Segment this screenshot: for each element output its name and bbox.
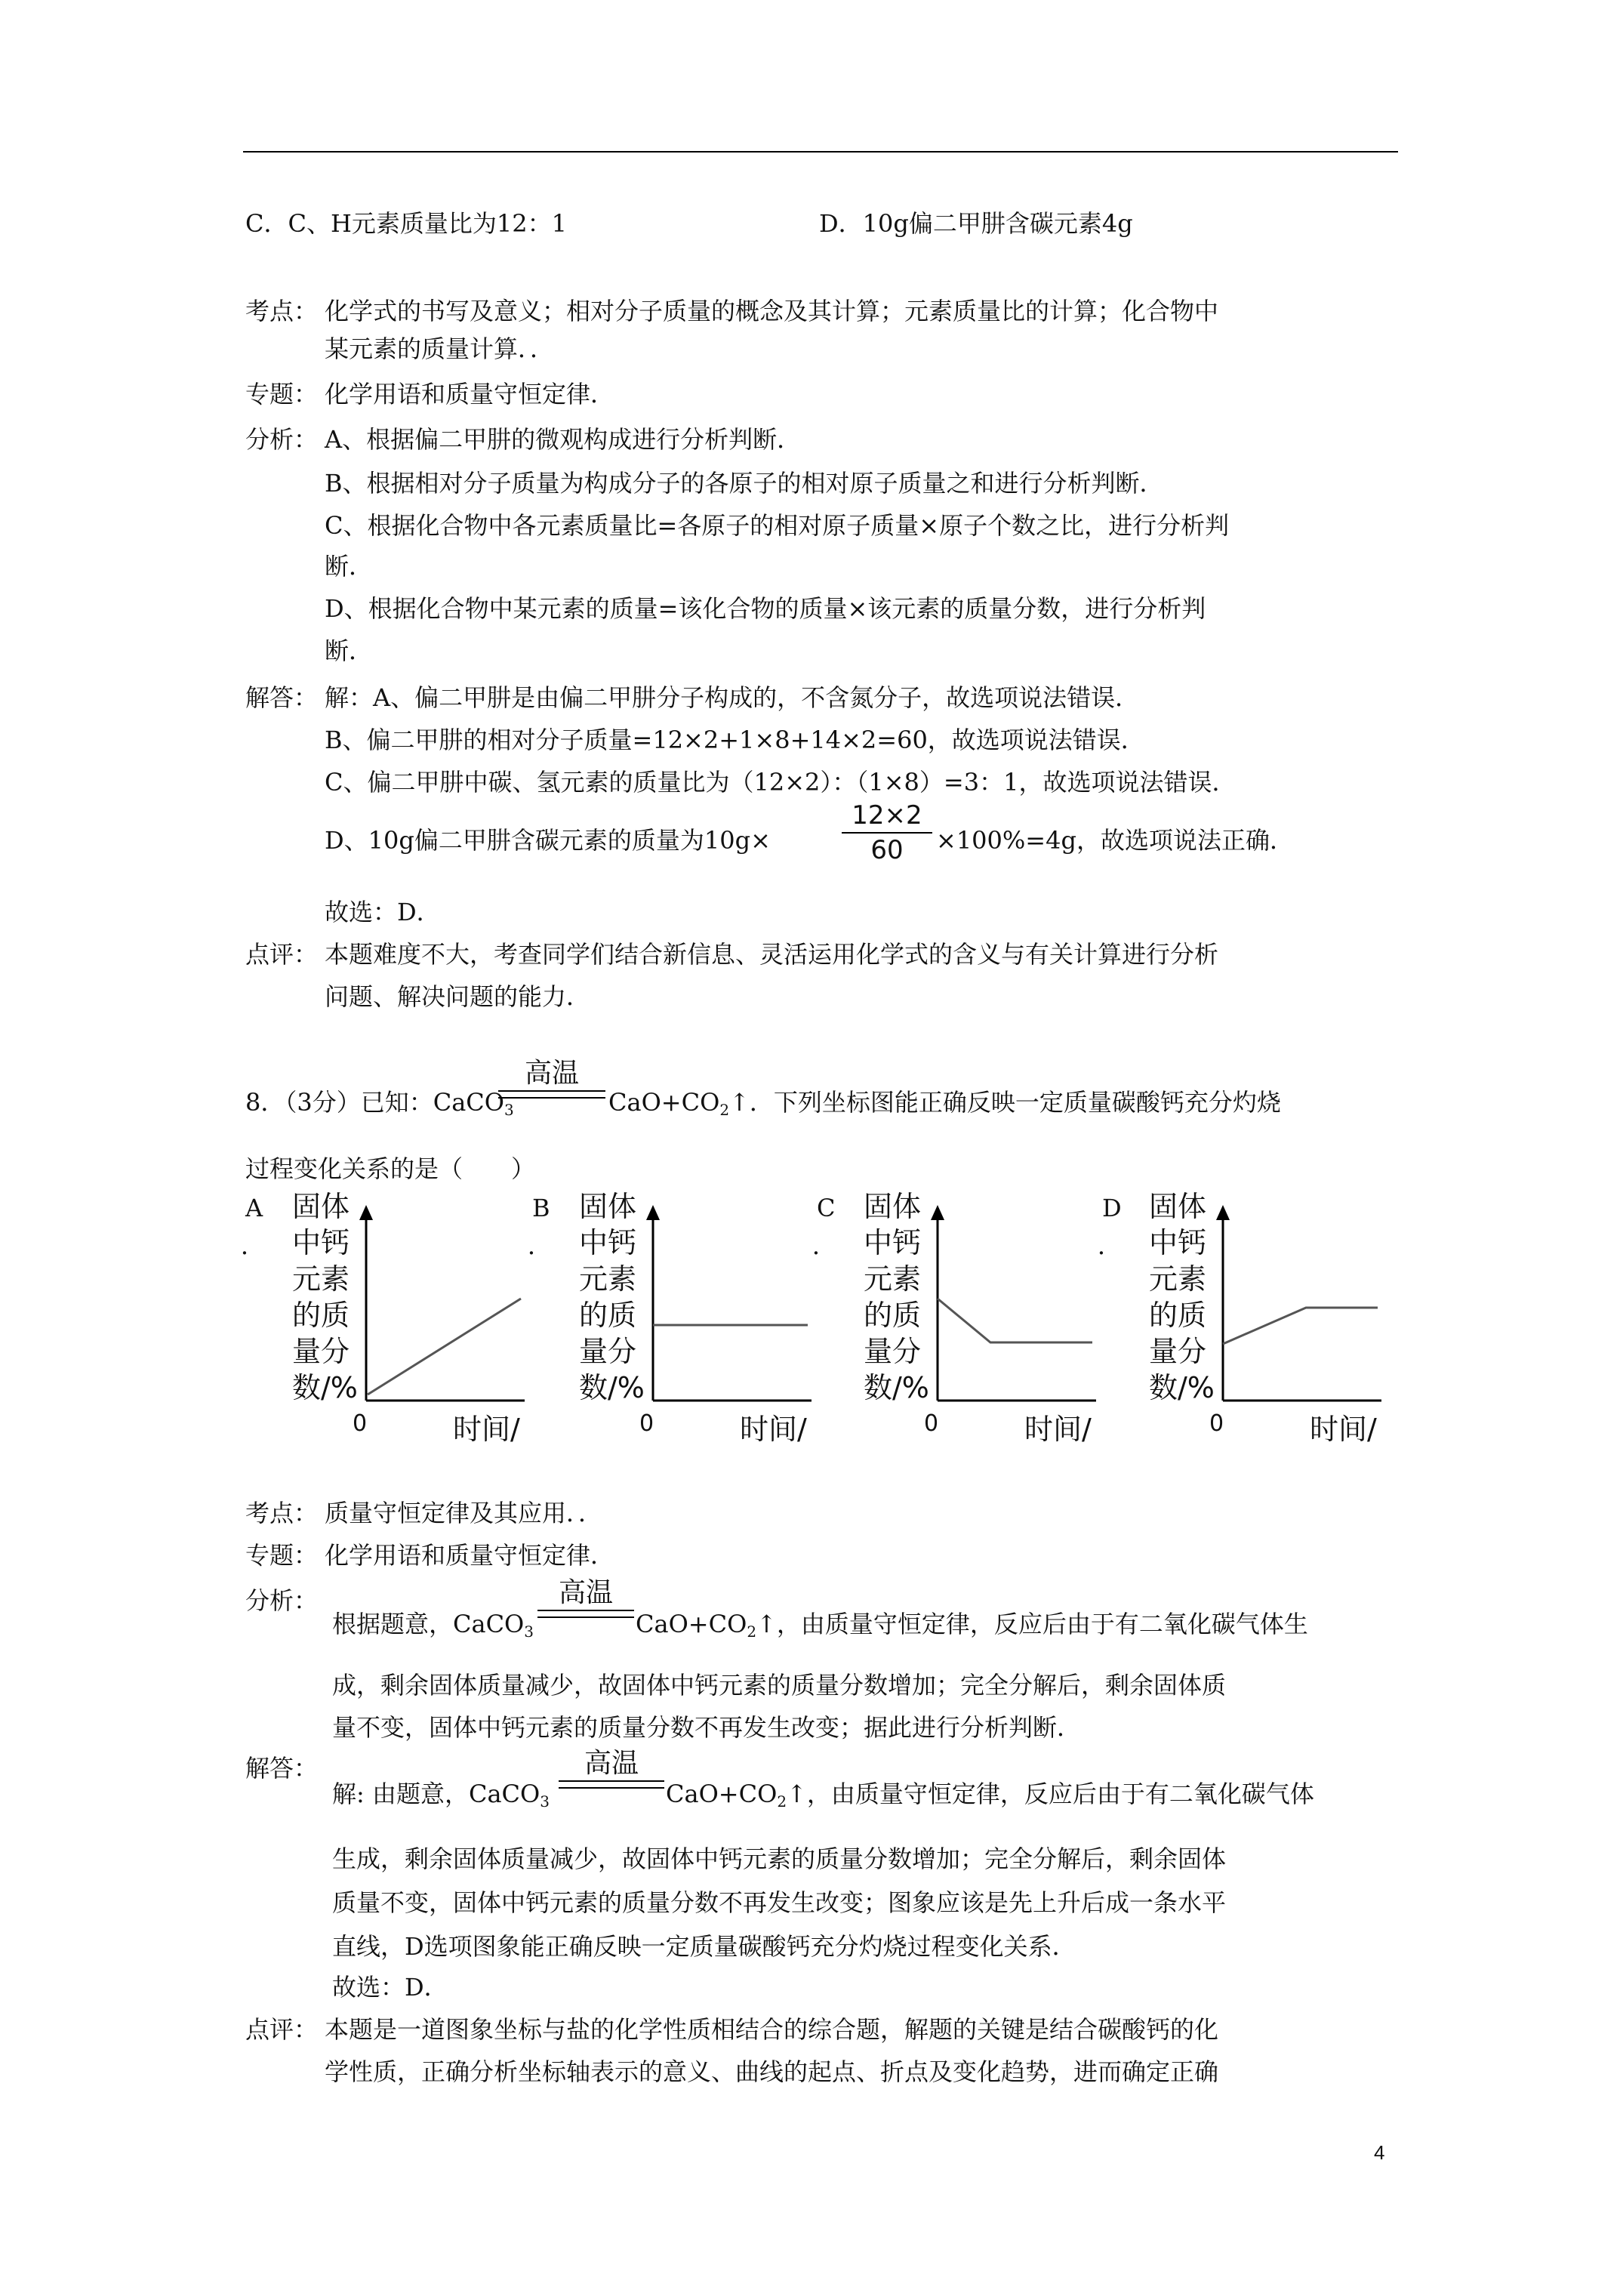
graph-axes	[532, 1193, 837, 1419]
y-axis-arrow	[646, 1205, 660, 1220]
graph-origin-label: 0	[639, 1410, 654, 1437]
q8-zhuanti-label: 专题：	[245, 1541, 319, 1570]
kaodian-line-1: 化学式的书写及意义；相对分子质量的概念及其计算；元素质量比的计算；化合物中	[325, 297, 1219, 325]
fenxi-d-1: D、根据化合物中某元素的质量=该化合物的质量×该元素的质量分数，进行分析判	[325, 594, 1206, 623]
q8-stem-mid: $CaO+CO_2↑$．下列坐标图能正确反映一定质量碳酸钙充分灼烧	[608, 1088, 1281, 1119]
q8-guxuan: 故选：D．	[332, 1973, 448, 2002]
q8-dianping-line-2: 学性质，正确分析坐标轴表示的意义、曲线的起点、折点及变化趋势，进而确定正确	[325, 2057, 1219, 2086]
q8-jieda-line-3: 质量不变，固体中钙元素的质量分数不再发生改变；图象应该是先上升后成一条水平	[332, 1888, 1227, 1917]
graph-option-letter: B	[532, 1194, 550, 1222]
condition-label: 高温	[524, 1058, 579, 1089]
kaodian-label: 考点：	[245, 297, 319, 325]
jieda-b: B、偏二甲肼的相对分子质量=12×2+1×8+14×2=60，故选项说法错误．	[325, 726, 1145, 754]
q8-jieda-line-1-post: $CaO+CO_2↑$，由质量守恒定律，反应后由于有二氧化碳气体	[666, 1780, 1314, 1811]
q8-fenxi-label: 分析：	[245, 1586, 319, 1615]
graph-option-dot: ．	[1098, 1231, 1123, 1260]
graph-axes	[817, 1193, 1119, 1419]
dianping-label: 点评：	[245, 940, 319, 969]
equals-sign	[498, 1090, 605, 1099]
fraction-bar	[842, 832, 932, 834]
q8-stem-line-2: 过程变化关系的是（ ）	[245, 1154, 536, 1183]
fenxi-a: A、根据偏二甲肼的微观构成进行分析判断．	[325, 425, 802, 454]
q8-fenxi-line-2: 成，剩余固体质量减少，故固体中钙元素的质量分数增加；完全分解后，剩余固体质	[332, 1671, 1227, 1700]
fraction-numerator: 12×2	[852, 800, 922, 831]
graph-y-axis-label: 固体 中钙 元素 的质 量分 数/%	[292, 1190, 358, 1404]
q8-jieda-line-4: 直线，D选项图象能正确反映一定质量碳酸钙充分灼烧过程变化关系．	[332, 1932, 1076, 1961]
fenxi-d-2: 断．	[325, 636, 374, 665]
graph-option-c	[812, 1190, 1119, 1465]
q8-dianping-label: 点评：	[245, 2015, 319, 2044]
graph-option-letter: C	[817, 1194, 836, 1222]
graph-origin-label: 0	[1209, 1410, 1224, 1437]
graph-x-axis-label: 时间/	[1310, 1413, 1377, 1446]
y-axis-arrow	[1216, 1205, 1230, 1220]
jieda-a: 解：A、偏二甲肼是由偏二甲肼分子构成的，不含氮分子，故选项说法错误．	[325, 683, 1140, 712]
fraction	[842, 800, 932, 865]
zhuanti-label: 专题：	[245, 380, 319, 408]
graph-curve	[368, 1299, 521, 1395]
dianping-line-1: 本题难度不大，考查同学们结合新信息、灵活运用化学式的含义与有关计算进行分析	[325, 940, 1219, 969]
graph-y-axis-label: 固体 中钙 元素 的质 量分 数/%	[1149, 1190, 1215, 1404]
q8-jieda-line-2: 生成，剩余固体质量减少，故固体中钙元素的质量分数增加；完全分解后，剩余固体	[332, 1845, 1227, 1873]
header-rule	[243, 151, 1398, 153]
graph-option-letter: D	[1102, 1194, 1122, 1222]
fenxi-c-2: 断．	[325, 552, 374, 581]
jieda-label: 解答：	[245, 683, 319, 712]
graph-option-b	[528, 1190, 837, 1465]
graph-x-axis-label: 时间/	[740, 1413, 807, 1446]
q8-kaodian-label: 考点：	[245, 1499, 319, 1527]
graph-curve	[1223, 1308, 1378, 1344]
graph-x-axis-label: 时间/	[1024, 1413, 1092, 1446]
dianping-line-2: 问题、解决问题的能力．	[325, 982, 591, 1011]
fenxi-b: B、根据相对分子质量为构成分子的各原子的相对原子质量之和进行分析判断．	[325, 469, 1164, 498]
fraction-denominator: 60	[870, 835, 904, 865]
q8-fenxi-line-3: 量不变，固体中钙元素的质量分数不再发生改变；据此进行分析判断．	[332, 1713, 1082, 1742]
zhuanti-text: 化学用语和质量守恒定律．	[325, 380, 615, 408]
q8-stem-pre: 8．（3分）已知：CaCO$_3$	[245, 1088, 514, 1119]
graph-y-axis-label: 固体 中钙 元素 的质 量分 数/%	[864, 1190, 929, 1404]
graph-axes	[245, 1193, 547, 1419]
jieda-condition: 高温	[559, 1749, 664, 1789]
y-axis-arrow	[931, 1205, 944, 1220]
q8-jieda-line-1-pre: 解: 由题意，CaCO$_3$	[332, 1780, 550, 1811]
q8-fenxi-line-1-pre: 根据题意，CaCO$_3$	[332, 1610, 534, 1641]
graph-option-letter: A	[245, 1194, 263, 1222]
reaction-condition	[498, 1059, 605, 1099]
graph-origin-label: 0	[353, 1410, 368, 1437]
graph-option-a	[241, 1190, 547, 1465]
jieda-d-pre: D、10g偏二甲肼含碳元素的质量为10g×	[325, 826, 771, 855]
fenxi-condition: 高温	[537, 1578, 634, 1618]
fenxi-label: 分析：	[245, 425, 319, 454]
graph-y-axis-label: 固体 中钙 元素 的质 量分 数/%	[579, 1190, 645, 1404]
guxuan-prev: 故选：D．	[325, 898, 441, 926]
jieda-d-post: ×100%=4g，故选项说法正确．	[936, 826, 1294, 855]
graph-option-dot: ．	[812, 1231, 837, 1260]
graph-curve	[938, 1299, 1092, 1342]
q8-kaodian-text: 质量守恒定律及其应用．．	[325, 1499, 603, 1527]
graph-option-dot: ．	[528, 1231, 553, 1260]
graph-axes	[1102, 1193, 1404, 1419]
graph-option-d	[1098, 1190, 1404, 1465]
q8-zhuanti-text: 化学用语和质量守恒定律．	[325, 1541, 615, 1570]
kaodian-line-2: 某元素的质量计算．．	[325, 334, 555, 363]
page-number: 4	[1374, 2141, 1385, 2164]
q8-jieda-label: 解答：	[245, 1754, 319, 1783]
option-d: D．10g偏二甲肼含碳元素4g	[819, 209, 1133, 238]
fenxi-c-1: C、根据化合物中各元素质量比=各原子的相对原子质量×原子个数之比，进行分析判	[325, 511, 1230, 540]
graph-option-dot: ．	[241, 1231, 266, 1260]
y-axis-arrow	[359, 1205, 373, 1220]
q8-dianping-line-1: 本题是一道图象坐标与盐的化学性质相结合的综合题，解题的关键是结合碳酸钙的化	[325, 2015, 1219, 2044]
q8-fenxi-line-1-post: $CaO+CO_2↑$，由质量守恒定律，反应后由于有二氧化碳气体生	[636, 1610, 1308, 1641]
graph-origin-label: 0	[924, 1410, 939, 1437]
graph-x-axis-label: 时间/	[453, 1413, 520, 1446]
option-c: C．C、H元素质量比为12：1	[245, 209, 567, 238]
jieda-c: C、偏二甲肼中碳、氢元素的质量比为（12×2）：（1×8）=3：1，故选项说法错误．	[325, 768, 1236, 797]
